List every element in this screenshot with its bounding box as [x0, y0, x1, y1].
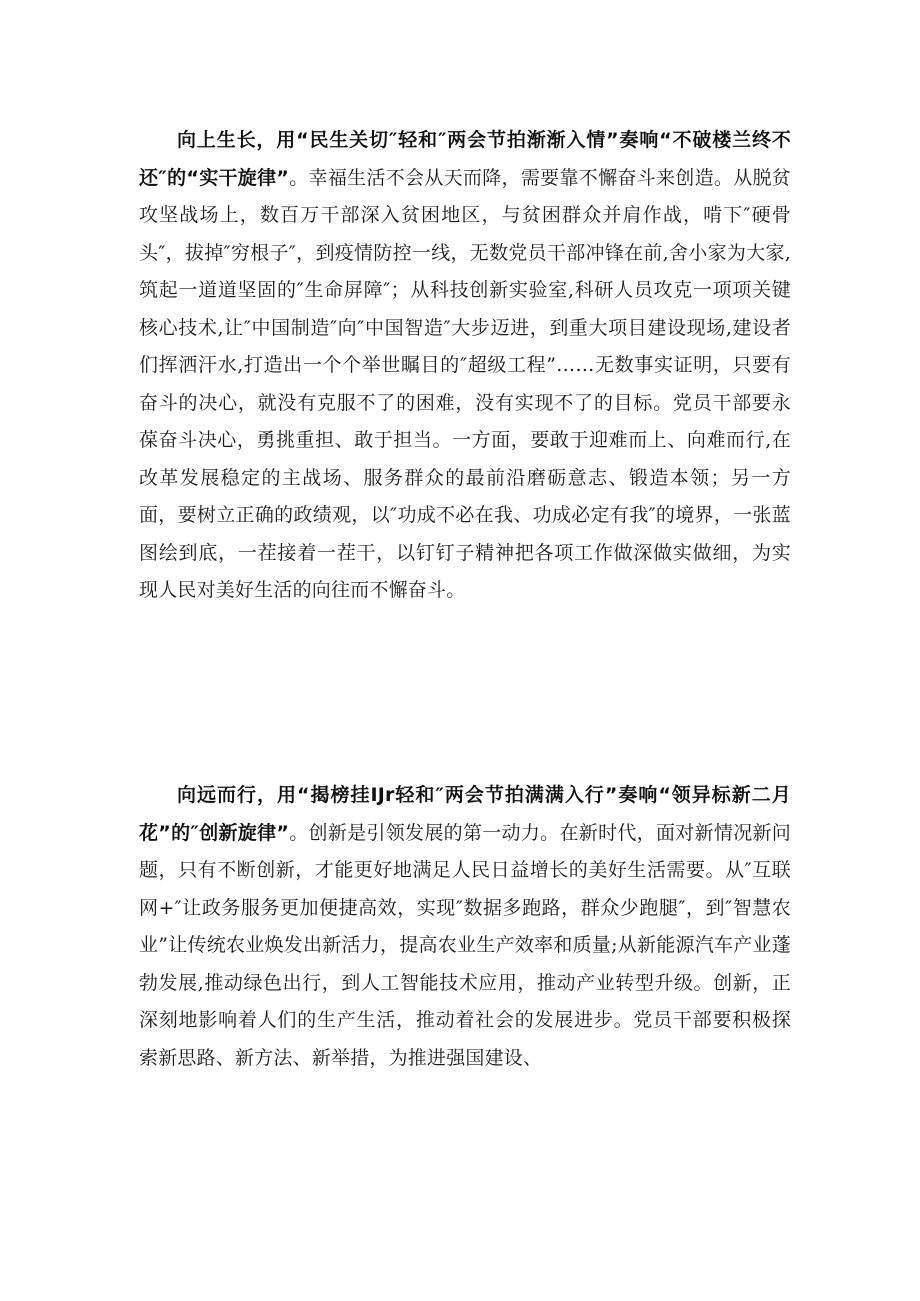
paragraph-2-lead: 向远而行，用“揭榜挂IJr轻和″两会节拍满满入行”奏响“领异标新二月花”的″创新旋律”	[139, 784, 791, 844]
paragraph-2-body: 。创新是引领发展的第一动力。在新时代，面对新情况新问题，只有不断创新，才能更好地满足人民日益增长的美好生活需要。从″互联网+″让政务服务更加便捷高效，实现″数据多跑路，群众少跑腿″，到″智慧农业”让传统农业焕发出新活力，提高农业生产效率和质量;从新能源汽车产业蓬勃发展,推动绿色出行，到人工智能技术应用，推动产业转型升级。创新，正深刻地影响着人们的生产生活，推动着社会的发展进步。党员干部要积极探索新思路、新方法、新举措，为推进强国建设、	[139, 821, 792, 1069]
paragraph-1	[139, 122, 791, 610]
paragraph-1-lead: 向上生长，用“民生关切″轻和″两会节拍渐渐入情”奏响“不破楼兰终不还″的“实干旋律”	[139, 129, 791, 189]
paragraph-2	[139, 777, 791, 1077]
paragraph-1-body: 。幸福生活不会从天而降，需要靠不懈奋斗来创造。从脱贫攻坚战场上，数百万干部深入贫困地区，与贫困群众并肩作战，啃下″硬骨头″，拔掉″穷根子″，到疫情防控一线，无数党员干部冲锋在前,舍小家为大家,筑起一道道坚固的″生命屏障″；从科技创新实验室,科研人员攻克一项项关键核心技术,让″中国制造″向″中国智造″大步迈进，到重大项目建设现场,建设者们挥洒汗水,打造出一个个举世瞩目的″超级工程”……无数事实证明，只要有奋斗的决心，就没有克服不了的困难，没有实现不了的目标。党员干部要永葆奋斗决心，勇挑重担、敢于担当。一方面，要敢于迎难而上、向难而行,在改革发展稳定的主战场、服务群众的最前沿磨砺意志、锻造本领；另一方面，要树立正确的政绩观，以″功成不必在我、功成必定有我″的境界，一张蓝图绘到底，一茬接着一茬干，以钉钉子精神把各项工作做深做实做细，为实现人民对美好生活的向往而不懈奋斗。	[139, 166, 792, 601]
